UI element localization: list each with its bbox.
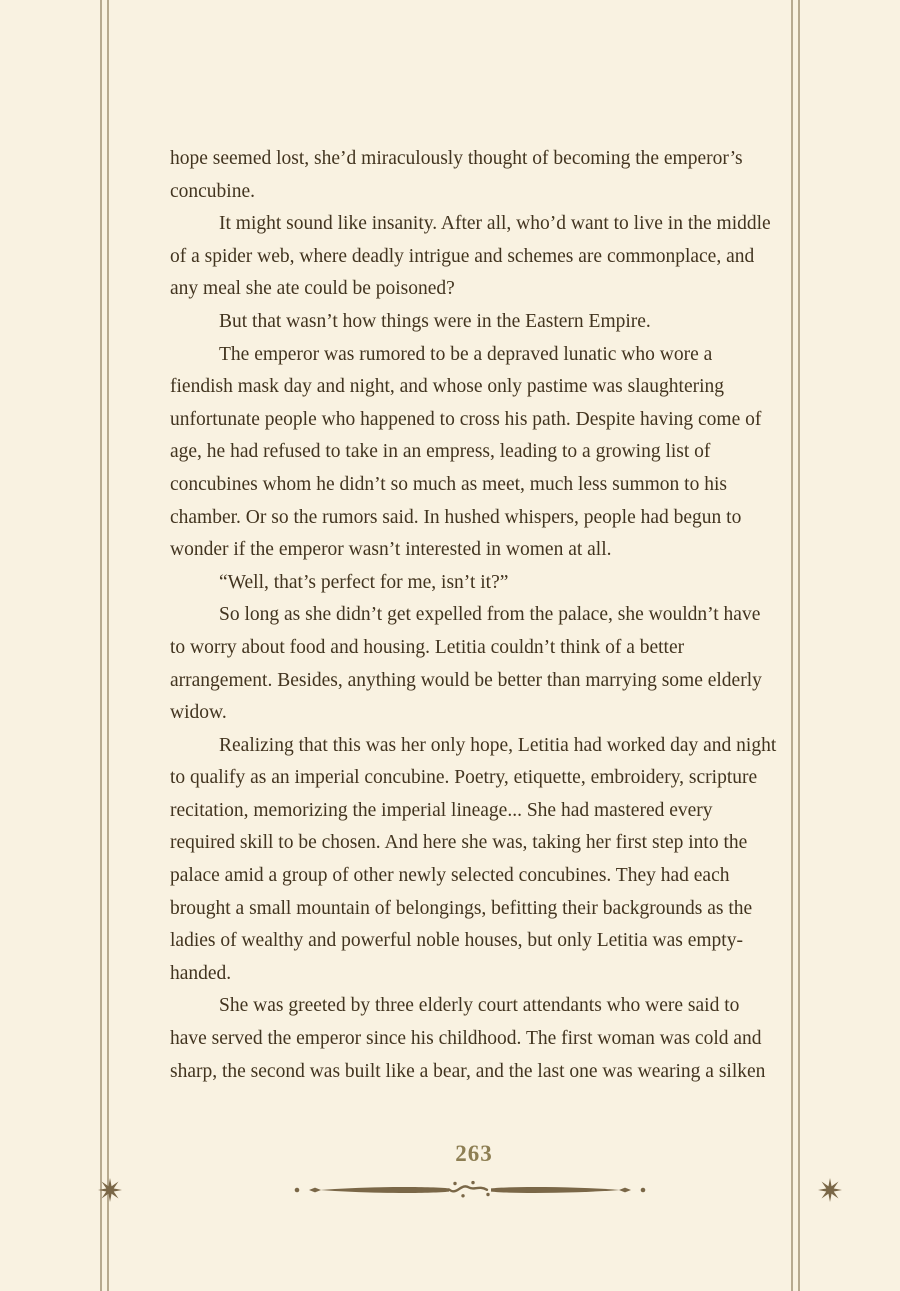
paragraph: The emperor was rumored to be a depraved lunatic who wore a fiendish mask day and night, and whose only pastime was slaughtering unfortunate people who happened to cross his path. Despite having come of age, he had refused to take in an empress, leading to a growing list of concubines whom he didn’t so much as meet, much less summon to his chamber. Or so the rumors said. In hushed whispers, people had begun to wonder if the emperor wasn’t interested in women at all. bbox=[170, 343, 762, 561]
right-inner-border-line bbox=[791, 0, 793, 1291]
paragraph: hope seemed lost, she’d miraculously thought of becoming the emperor’s concubine. bbox=[170, 148, 743, 202]
page-number: 263 bbox=[455, 1141, 493, 1166]
flourish-dot bbox=[461, 1194, 464, 1197]
left-tapered-rule bbox=[309, 1188, 321, 1193]
right-tapered-rule bbox=[619, 1188, 631, 1193]
flourish-dot bbox=[453, 1182, 456, 1185]
flourish-dot bbox=[486, 1193, 489, 1196]
right-dot bbox=[641, 1188, 646, 1193]
right-tapered-rule bbox=[491, 1187, 620, 1193]
left-sunburst-icon bbox=[93, 1173, 127, 1207]
left-dot bbox=[295, 1188, 300, 1193]
paragraph: “Well, that’s perfect for me, isn’t it?” bbox=[219, 571, 509, 593]
left-tapered-rule bbox=[320, 1187, 449, 1193]
paragraph: But that wasn’t how things were in the Eastern Empire. bbox=[219, 310, 651, 332]
flourish-dot bbox=[471, 1181, 474, 1184]
paragraph: So long as she didn’t get expelled from the palace, she wouldn’t have to worry about food and housing. Letitia couldn’t think of a better arrangement. Besides, anything would be better than marrying some elderly widow. bbox=[170, 604, 762, 724]
paragraph: She was greeted by three elderly court attendants who were said to have served the emperor since his childhood. The first woman was cold and sharp, the second was built like a bear, and the last one was wearing a silken bbox=[170, 995, 766, 1082]
right-sunburst-icon bbox=[813, 1173, 847, 1207]
left-inner-border-line bbox=[107, 0, 109, 1291]
footer-ornament-divider bbox=[0, 1172, 900, 1208]
page-text-block bbox=[170, 143, 778, 1088]
paragraph: Realizing that this was her only hope, Letitia had worked day and night to qualify as an imperial concubine. Poetry, etiquette, embroidery, scripture recitation, memorizing the imperial lineage... She had mastered every required skill to be chosen. And here she was, taking her first step into the palace amid a group of other newly selected concubines. They had each brought a small mountain of belongings, befitting their backgrounds as the ladies of wealthy and powerful noble houses, but only Letitia was empty-handed. bbox=[170, 734, 777, 984]
paragraph: It might sound like insanity. After all, who’d want to live in the middle of a spider web, where deadly intrigue and schemes are commonplace, and any meal she ate could be poisoned? bbox=[170, 213, 771, 300]
right-outer-border-line bbox=[798, 0, 800, 1291]
left-outer-border-line bbox=[100, 0, 102, 1291]
center-flourish bbox=[449, 1186, 487, 1191]
